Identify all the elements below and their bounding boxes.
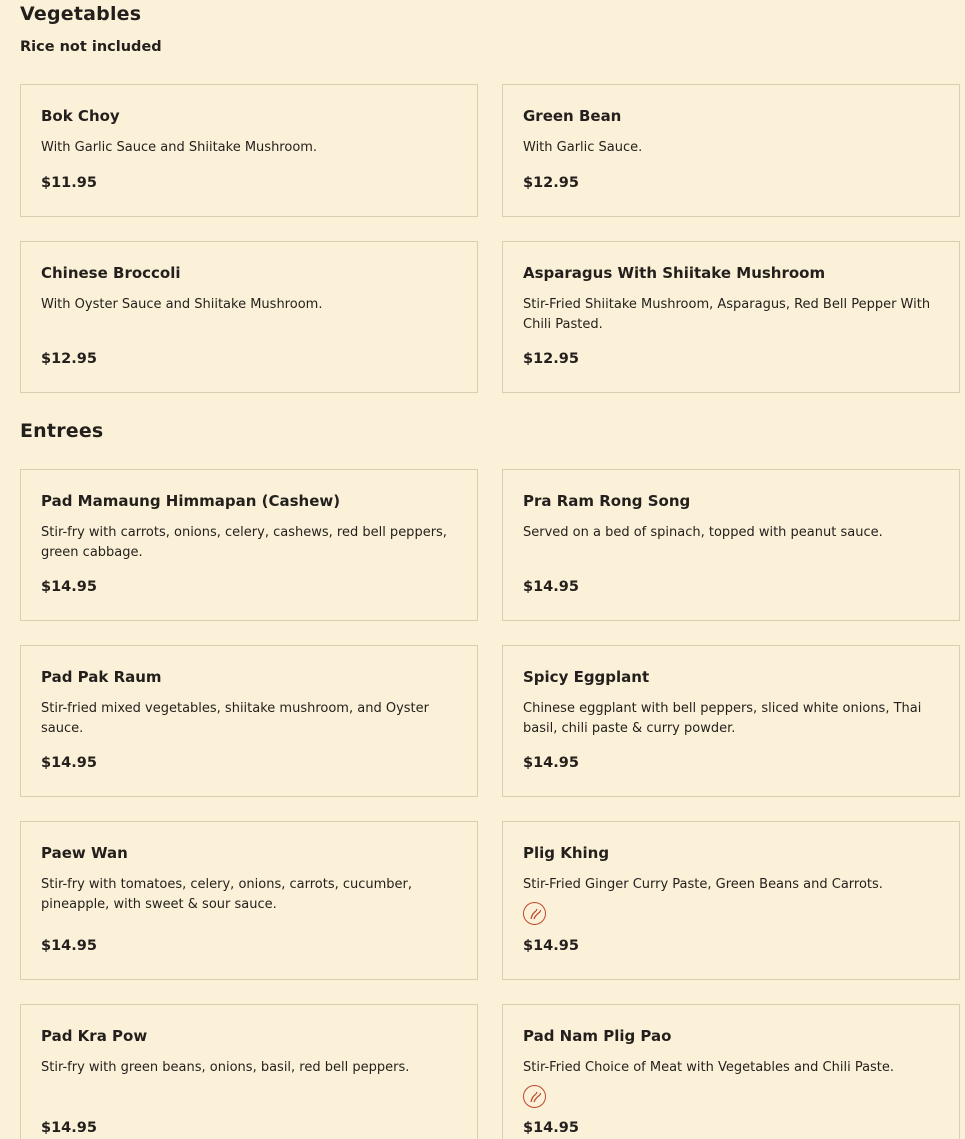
item-description: Stir-fry with carrots, onions, celery, cashews, red bell peppers, green cabbage. (41, 525, 447, 560)
item-price: $11.95 (41, 175, 97, 191)
item-description: With Garlic Sauce. (523, 140, 643, 155)
section-title-entrees: Entrees (20, 420, 104, 442)
menu-item-card[interactable] (502, 821, 960, 980)
item-price: $14.95 (41, 579, 97, 595)
item-price: $12.95 (523, 175, 579, 191)
menu-item-card[interactable] (502, 1004, 960, 1139)
menu-item-card[interactable] (502, 241, 960, 393)
item-price: $14.95 (523, 938, 579, 954)
item-name: Bok Choy (41, 107, 120, 125)
item-name: Pad Pak Raum (41, 668, 162, 686)
item-name: Pad Mamaung Himmapan (Cashew) (41, 492, 341, 510)
item-price: $14.95 (523, 1120, 579, 1136)
section-note: Rice not included (20, 39, 162, 55)
item-name: Pra Ram Rong Song (523, 492, 691, 510)
chili-pepper-icon (523, 902, 546, 925)
menu-item-card[interactable] (20, 84, 478, 217)
menu-item-card[interactable] (502, 84, 960, 217)
item-description: Stir-Fried Shiitake Mushroom, Asparagus, Red Bell Pepper With Chili Pasted. (523, 297, 931, 332)
item-description: Stir-fry with green beans, onions, basil, red bell peppers. (41, 1060, 410, 1075)
item-name: Green Bean (523, 107, 622, 125)
item-description: Stir-fry with tomatoes, celery, onions, carrots, cucumber, pineapple, with sweet & sour sauce. (41, 877, 413, 912)
item-description: Chinese eggplant with bell peppers, sliced white onions, Thai basil, chili paste & curry powder. (523, 701, 922, 736)
item-price: $14.95 (523, 579, 579, 595)
item-description: With Oyster Sauce and Shiitake Mushroom. (41, 297, 323, 312)
item-description: Stir-Fried Choice of Meat with Vegetables and Chili Paste. (523, 1060, 895, 1075)
item-price: $14.95 (523, 755, 579, 771)
item-description: Stir-Fried Ginger Curry Paste, Green Beans and Carrots. (523, 877, 883, 892)
item-description: Served on a bed of spinach, topped with peanut sauce. (523, 525, 883, 540)
item-name: Chinese Broccoli (41, 264, 181, 282)
menu-item-card[interactable] (502, 469, 960, 621)
menu-item-card[interactable] (20, 469, 478, 621)
menu-item-card[interactable] (20, 241, 478, 393)
item-name: Plig Khing (523, 844, 610, 862)
menu-item-card[interactable] (20, 645, 478, 797)
item-price: $12.95 (41, 351, 97, 367)
item-price: $14.95 (41, 755, 97, 771)
item-name: Spicy Eggplant (523, 668, 650, 686)
item-price: $14.95 (41, 938, 97, 954)
item-price: $12.95 (523, 351, 579, 367)
item-description: Stir-fried mixed vegetables, shiitake mushroom, and Oyster sauce. (41, 701, 429, 736)
menu-item-card[interactable] (20, 1004, 478, 1139)
section-title-vegetables: Vegetables (20, 3, 142, 25)
chili-pepper-icon (523, 1085, 546, 1108)
item-name: Paew Wan (41, 844, 128, 862)
item-name: Asparagus With Shiitake Mushroom (523, 264, 826, 282)
item-name: Pad Kra Pow (41, 1027, 148, 1045)
item-price: $14.95 (41, 1120, 97, 1136)
item-name: Pad Nam Plig Pao (523, 1027, 672, 1045)
item-description: With Garlic Sauce and Shiitake Mushroom. (41, 140, 318, 155)
menu-item-card[interactable] (502, 645, 960, 797)
menu-item-card[interactable] (20, 821, 478, 980)
